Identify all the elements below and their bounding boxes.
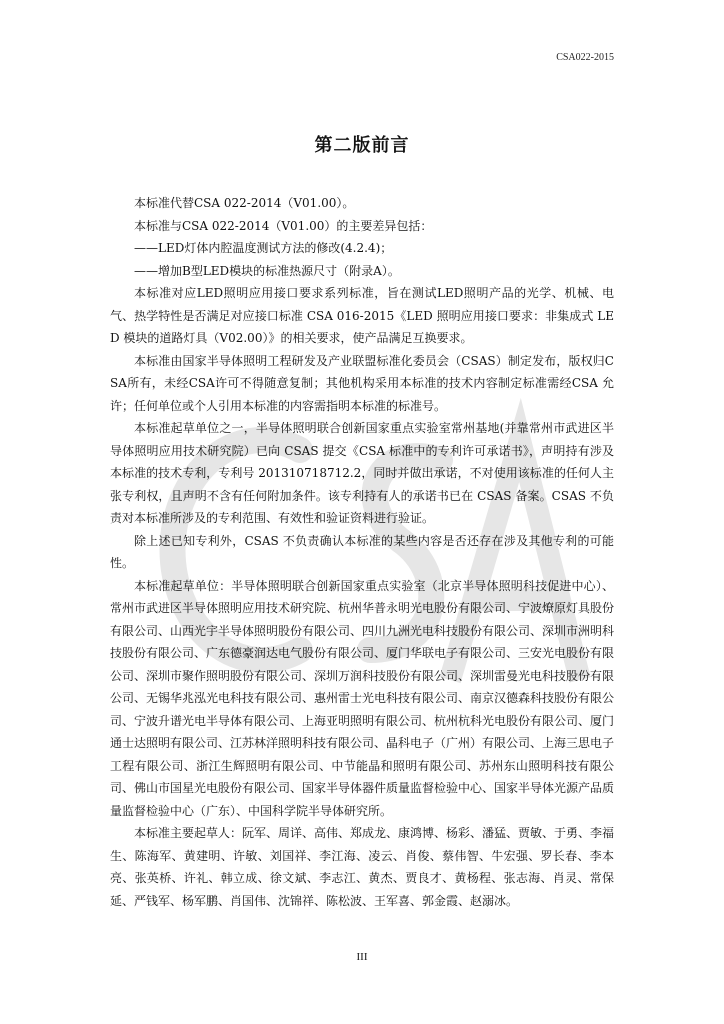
paragraph-differences-intro: 本标准与CSA 022-2014（V01.00）的主要差异包括： [134,218,433,233]
paragraph-difference-2: ——增加B型LED模块的标准热源尺寸（附录A）。 [134,263,400,278]
page-number: III [356,951,368,963]
paragraph-difference-1: ——LED灯体内腔温度测试方法的修改(4.2.4)； [134,241,393,255]
page-title: 第二版前言 [314,135,410,156]
paragraph-drafting-units: 本标准起草单位：半导体照明联合创新国家重点实验室（北京半导体照明科技促进中心）、常州市武进区半导体照明应用技术研究院、杭州华普永明光电股份有限公司、宁波燎原灯具股份有限公司、山西光宇半导体照明股份有限公司、四川九洲光电科技股份有限公司、深圳市洲明科技股份有限公司、广东德豪润达电气股份有限公司、厦门华联电子有限公司、三安光电股份有限公司、深圳市聚作照明股份有限公司、深圳万润科技股份有限公司、深圳雷曼光电科技股份有限公司、无锡华兆泓光电科技有限公司、惠州雷士光电科技有限公司、南京汉德森科技股份有限公司、宁波升谱光电半导体有限公司、上海亚明照明有限公司、杭州杭科光电股份有限公司、厦门通士达照明有限公司、江苏林洋照明科技有限公司、晶科电子（广州）有限公司、上海三思电子工程有限公司、浙江生辉照明有限公司、中节能晶和照明有限公司、苏州东山照明科技有限公司、佛山市国星光电股份有限公司、国家半导体器件质量监督检验中心、国家半导体光源产品质量监督检验中心（广东）、中国科学院半导体研究所。 [110,578,615,818]
paragraph-patent: 本标准起草单位之一，半导体照明联合创新国家重点实验室常州基地(并靠常州市武进区半导体照明应用技术研究院）已向 CSAS 提交《CSA 标准中的专利许可承诺书》，声明持有涉及本标准的技术专利，专利号 201310718712.2，同时并做出承诺，不对使用该标准的任何人主张专利权，且声明不含有任何附加条件。该专利持有人的承诺书已在 CSAS 备案。CSAS 不负责对本标准所涉及的专利范围、有效性和验证资料进行验证。 [110,421,614,525]
paragraph-drafters: 本标准主要起草人：阮军、周详、高伟、郑成龙、康鸿博、杨彩、潘猛、贾敏、于勇、李福生、陈海军、黄建明、许敏、刘国祥、李江海、凌云、肖俊、蔡伟智、牛宏强、罗长春、李本亮、张英桥、许礼、韩立成、徐文斌、李志江、黄杰、贾良才、黄杨程、张志海、肖灵、常保延、严钱军、杨军鹏、肖国伟、沈锦祥、陈松波、王军喜、郭金霞、赵溺冰。 [110,826,615,908]
paragraph-replaces: 本标准代替CSA 022-2014（V01.00）。 [134,196,355,210]
document-code: CSA022-2015 [556,52,614,63]
paragraph-purpose: 本标准对应LED照明应用接口要求系列标准，旨在测试LED照明产品的光学、机械、电气、热学特性是否满足对应接口标准 CSA 016-2015《LED 照明应用接口要求：非集成式 LED 模块的道路灯具（V02.00）》的相关要求，使产品满足互换要求。 [110,286,614,345]
document-body [110,192,614,912]
paragraph-patent-disclaimer: 除上述已知专利外，CSAS 不负责确认本标准的某些内容是否还存在涉及其他专利的可能性。 [110,533,614,570]
paragraph-copyright: 本标准由国家半导体照明工程研发及产业联盟标准化委员会（CSAS）制定发布，版权归CSA所有，未经CSA许可不得随意复制；其他机构采用本标准的技术内容制定标准需经CSA 允许；任何单位或个人引用本标准的内容需指明本标准的标准号。 [110,353,614,413]
